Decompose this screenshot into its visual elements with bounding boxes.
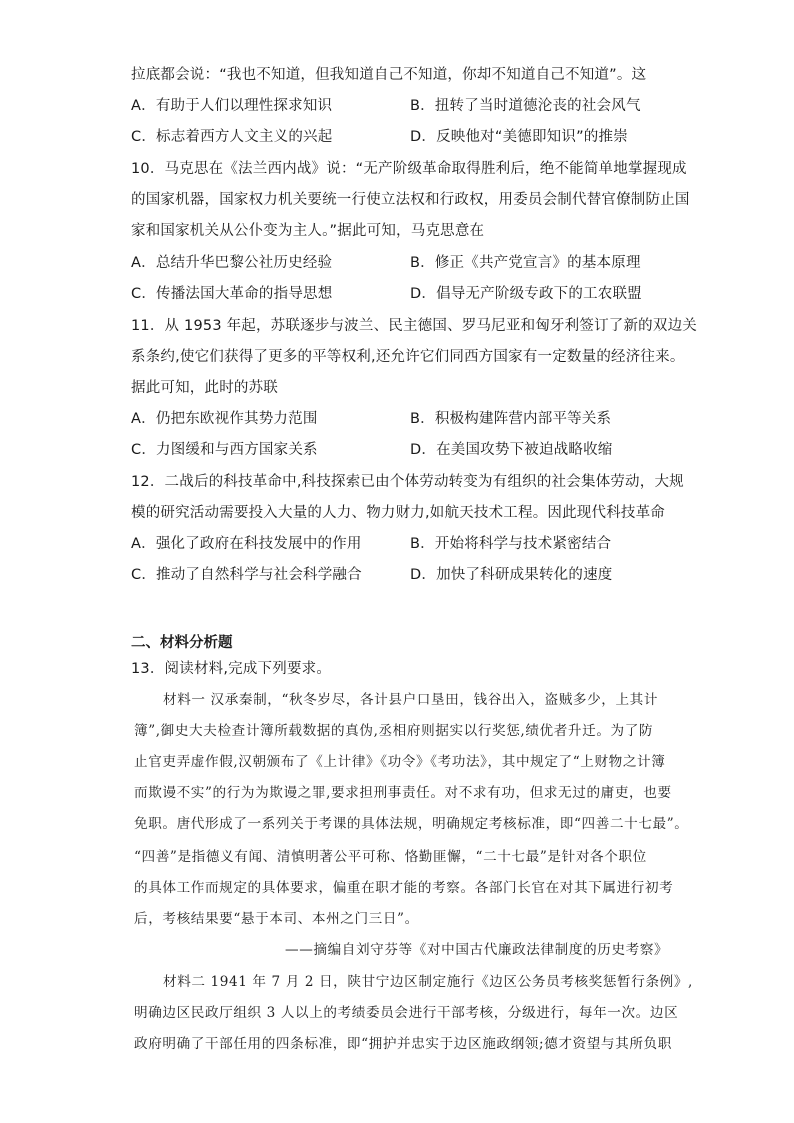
q11-stem-line-2: 系条约,使它们获得了更多的平等权利,还允许它们同西方国家有一定数量的经济往来。	[131, 349, 685, 365]
material1-line-2: 簿”,御史大夫检查计簿所载数据的真伪,丞相府则据实以行奖惩,绩优者升迁。为了防	[134, 723, 654, 739]
q9-option-d: D．反映他对“美德即知识”的推崇	[410, 129, 628, 145]
q11-option-c: C．力图缓和与西方国家关系	[131, 442, 318, 458]
q13-stem: 13．阅读材料,完成下列要求。	[131, 661, 332, 677]
q12-stem-line-1: 12．二战后的科技革命中,科技探索已由个体劳动转变为有组织的社会集体劳动，大规	[131, 474, 684, 490]
q9-stem-tail: 拉底都会说：“我也不知道，但我知道自己不知道，你却不知道自己不知道”。这	[131, 67, 647, 83]
material1-line-1: 材料一 汉承秦制，“秋冬岁尽，各计县户口垦田，钱谷出入，盗贼多少，上其计	[163, 692, 659, 708]
q12-option-d: D．加快了科研成果转化的速度	[410, 567, 613, 583]
q9-option-c: C．标志着西方人文主义的兴起	[131, 129, 333, 145]
q11-option-a: A．仍把东欧视作其势力范围	[131, 411, 318, 427]
q12-stem-line-2: 模的研究活动需要投入大量的人力、物力财力,如航天技术工程。因此现代科技革命	[131, 505, 666, 521]
q10-option-d: D．倡导无产阶级专政下的工农联盟	[410, 286, 642, 302]
material1-line-3: 止官吏弄虚作假,汉朝颁布了《上计律》《功令》《考功法》，其中规定了“上财物之计簿	[134, 754, 666, 770]
q11-stem-line-1: 11．从 1953 年起，苏联逐步与波兰、民主德国、罗马尼亚和匈牙利签订了新的双边关	[131, 318, 697, 334]
q10-option-b: B．修正《共产党宣言》的基本原理	[410, 255, 641, 271]
material1-line-5: 免职。唐代形成了一系列关于考课的具体法规，明确规定考核标准，即“四善二十七最”。	[134, 816, 689, 832]
material1-line-6: “四善”是指德义有闻、清慎明著公平可称、恪勤匪懈，“二十七最”是针对各个职位	[134, 849, 647, 865]
q11-option-d: D．在美国攻势下被迫战略收缩	[410, 442, 613, 458]
q10-stem-line-2: 的国家机器，国家权力机关要统一行使立法权和行政权，用委员会制代替官僚制防止国	[131, 192, 690, 208]
q9-option-a: A．有助于人们以理性探求知识	[131, 98, 333, 114]
q10-stem-line-3: 家和国家机关从公仆变为主人。”据此可知，马克思意在	[131, 223, 485, 239]
q11-option-b: B．积极构建阵营内部平等关系	[410, 411, 612, 427]
material2-line-1: 材料二 1941 年 7 月 2 日，陕甘宁边区制定施行《边区公务员考核奖惩暂行条例》,	[163, 974, 693, 990]
material1-line-8: 后，考核结果要“悬于本司、本州之门三日”。	[134, 911, 419, 927]
material1-line-4: 而欺谩不实”的行为为欺谩之罪,要求担刑事责任。对不求有功，但求无过的庸吏，也要	[134, 785, 672, 801]
material1-line-7: 的具体工作而规定的具体要求，偏重在职才能的考察。各部门长官在对其下属进行初考	[134, 880, 674, 896]
q12-option-b: B．开始将科学与技术紧密结合	[410, 536, 612, 552]
q9-option-b: B．扭转了当时道德沦丧的社会风气	[410, 98, 641, 114]
q12-option-a: A．强化了政府在科技发展中的作用	[131, 536, 362, 552]
section-title: 二、材料分析题	[131, 635, 233, 651]
q10-option-c: C．传播法国大革命的指导思想	[131, 286, 333, 302]
q10-option-a: A．总结升华巴黎公社历史经验	[131, 255, 333, 271]
q12-option-c: C．推动了自然科学与社会科学融合	[131, 567, 362, 583]
q11-stem-line-3: 据此可知，此时的苏联	[131, 380, 278, 396]
material1-source: ——摘编自刘守芬等《对中国古代廉政法律制度的历史考察》	[285, 942, 669, 958]
q10-stem-line-1: 10．马克思在《法兰西内战》说：“无产阶级革命取得胜利后，绝不能简单地掌握现成	[131, 161, 687, 177]
material2-line-2: 明确边区民政厅组织 3 人以上的考绩委员会进行干部考核，分级进行，每年一次。边区	[134, 1005, 679, 1021]
material2-line-3: 政府明确了干部任用的四条标准，即“拥护并忠实于边区施政纲领;德才资望与其所负职	[134, 1036, 672, 1052]
